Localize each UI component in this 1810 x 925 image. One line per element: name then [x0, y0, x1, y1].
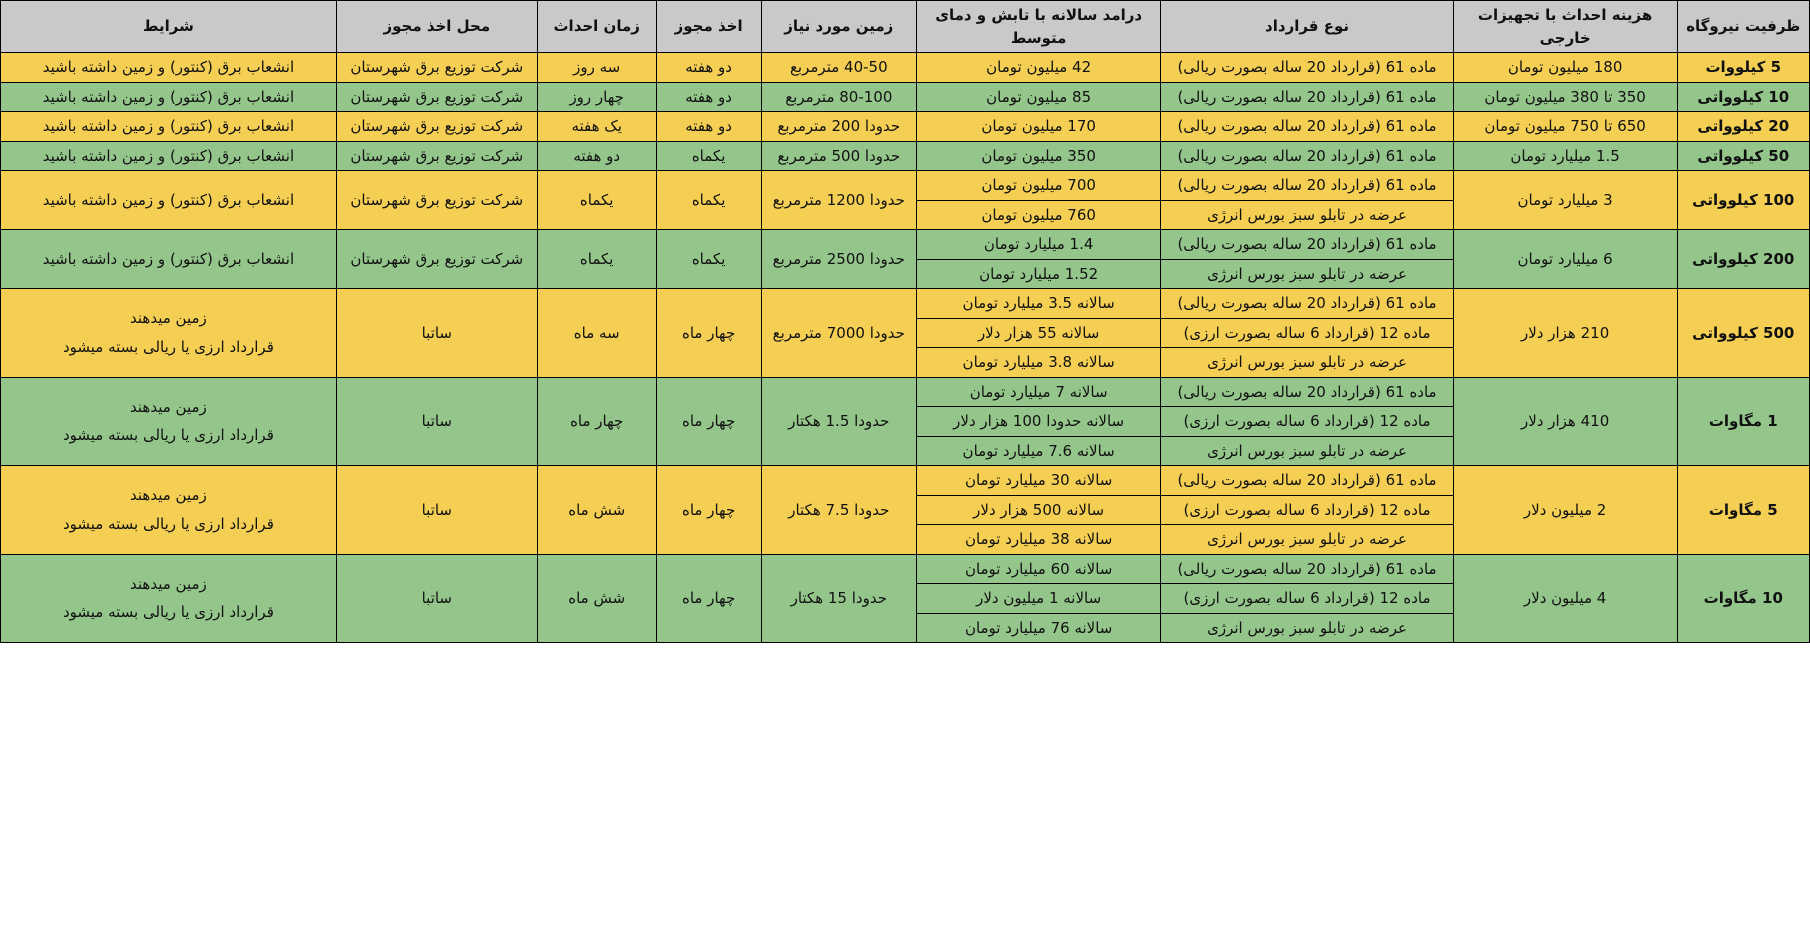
- cell-build-time: یکماه: [537, 171, 656, 230]
- cell-annual-income: 1.52 میلیارد تومان: [916, 259, 1160, 289]
- table-row: [1, 112, 1810, 142]
- cell-annual-income: 700 میلیون تومان: [916, 171, 1160, 201]
- cell-contract-type: ماده 12 (قرارداد 6 ساله بصورت ارزی): [1161, 495, 1453, 525]
- cell-contract-type: ماده 61 (قرارداد 20 ساله بصورت ریالی): [1161, 466, 1453, 496]
- cell-terms: [1, 112, 337, 142]
- cell-terms: [1, 466, 337, 555]
- cell-contract-type: عرضه در تابلو سبز بورس انرژی: [1161, 436, 1453, 466]
- cell-annual-income: سالانه 3.8 میلیارد تومان: [916, 348, 1160, 378]
- cell-capacity: 10 کیلوواتی: [1677, 82, 1809, 112]
- cell-land-required: 40-50 مترمربع: [761, 53, 916, 83]
- table-row: [1, 53, 1810, 83]
- cell-permit-place: شرکت توزیع برق شهرستان: [336, 230, 537, 289]
- table-row: [1, 377, 1810, 407]
- cell-contract-type: ماده 61 (قرارداد 20 ساله بصورت ریالی): [1161, 53, 1453, 83]
- terms-line: قرارداد ارزی یا ریالی بسته میشود: [62, 514, 274, 533]
- cell-cost: 210 هزار دلار: [1453, 289, 1677, 378]
- cell-annual-income: 42 میلیون تومان: [916, 53, 1160, 83]
- cell-contract-type: عرضه در تابلو سبز بورس انرژی: [1161, 259, 1453, 289]
- terms-line: زمین میدهند: [130, 486, 207, 505]
- table-row: [1, 554, 1810, 584]
- cell-land-required: حدودا 7000 مترمربع: [761, 289, 916, 378]
- cell-land-required: 80-100 مترمربع: [761, 82, 916, 112]
- cell-capacity: 20 کیلوواتی: [1677, 112, 1809, 142]
- cell-annual-income: سالانه 500 هزار دلار: [916, 495, 1160, 525]
- cell-contract-type: ماده 12 (قرارداد 6 ساله بصورت ارزی): [1161, 318, 1453, 348]
- column-header-land-required: زمین مورد نیاز: [761, 1, 916, 53]
- cell-cost: 1.5 میلیارد تومان: [1453, 141, 1677, 171]
- terms-line: انشعاب برق (کنتور) و زمین داشته باشید: [42, 146, 295, 165]
- cell-cost: 350 تا 380 میلیون تومان: [1453, 82, 1677, 112]
- cell-build-time: چهار روز: [537, 82, 656, 112]
- cell-annual-income: سالانه 7.6 میلیارد تومان: [916, 436, 1160, 466]
- terms-line: انشعاب برق (کنتور) و زمین داشته باشید: [42, 190, 295, 209]
- terms-line: زمین میدهند: [130, 309, 207, 328]
- cell-capacity: 500 کیلوواتی: [1677, 289, 1809, 378]
- cell-permit-place: شرکت توزیع برق شهرستان: [336, 141, 537, 171]
- cell-terms: [1, 554, 337, 643]
- cell-build-time: یک هفته: [537, 112, 656, 142]
- cell-contract-type: ماده 12 (قرارداد 6 ساله بصورت ارزی): [1161, 584, 1453, 614]
- cell-cost: 6 میلیارد تومان: [1453, 230, 1677, 289]
- cell-permit-place: شرکت توزیع برق شهرستان: [336, 53, 537, 83]
- column-header-build-time: زمان احداث: [537, 1, 656, 53]
- cell-permit-place: شرکت توزیع برق شهرستان: [336, 112, 537, 142]
- cell-terms: [1, 289, 337, 378]
- cell-capacity: 1 مگاوات: [1677, 377, 1809, 466]
- terms-line: زمین میدهند: [130, 574, 207, 593]
- cell-annual-income: سالانه 60 میلیارد تومان: [916, 554, 1160, 584]
- table-header-row: [1, 1, 1810, 53]
- cell-build-time: سه روز: [537, 53, 656, 83]
- cell-contract-type: عرضه در تابلو سبز بورس انرژی: [1161, 348, 1453, 378]
- terms-line: قرارداد ارزی یا ریالی بسته میشود: [62, 426, 274, 445]
- cell-cost: 180 میلیون تومان: [1453, 53, 1677, 83]
- cell-capacity: 50 کیلوواتی: [1677, 141, 1809, 171]
- terms-line: قرارداد ارزی یا ریالی بسته میشود: [62, 603, 274, 622]
- cell-build-time: سه ماه: [537, 289, 656, 378]
- cell-annual-income: 760 میلیون تومان: [916, 200, 1160, 230]
- cell-terms: [1, 377, 337, 466]
- cell-land-required: حدودا 200 مترمربع: [761, 112, 916, 142]
- cell-permit: چهار ماه: [656, 554, 761, 643]
- column-header-cost: هزینه احداث با تجهیزات خارجی: [1453, 1, 1677, 53]
- cell-capacity: 100 کیلوواتی: [1677, 171, 1809, 230]
- table-row: [1, 466, 1810, 496]
- cell-terms: [1, 230, 337, 289]
- cell-capacity: 5 کیلووات: [1677, 53, 1809, 83]
- cell-permit-place: ساتبا: [336, 466, 537, 555]
- cell-annual-income: سالانه 76 میلیارد تومان: [916, 613, 1160, 643]
- terms-line: انشعاب برق (کنتور) و زمین داشته باشید: [42, 87, 295, 106]
- cell-build-time: شش ماه: [537, 466, 656, 555]
- table-row: [1, 230, 1810, 260]
- cell-contract-type: ماده 61 (قرارداد 20 ساله بصورت ریالی): [1161, 82, 1453, 112]
- cell-permit: دو هفته: [656, 112, 761, 142]
- cell-contract-type: ماده 12 (قرارداد 6 ساله بصورت ارزی): [1161, 407, 1453, 437]
- cell-annual-income: سالانه 30 میلیارد تومان: [916, 466, 1160, 496]
- cell-annual-income: سالانه 38 میلیارد تومان: [916, 525, 1160, 555]
- cell-permit-place: شرکت توزیع برق شهرستان: [336, 171, 537, 230]
- cell-land-required: حدودا 500 مترمربع: [761, 141, 916, 171]
- cell-land-required: حدودا 7.5 هکتار: [761, 466, 916, 555]
- cell-terms: [1, 53, 337, 83]
- cell-permit: دو هفته: [656, 53, 761, 83]
- table-row: [1, 82, 1810, 112]
- cell-permit-place: ساتبا: [336, 377, 537, 466]
- cell-contract-type: ماده 61 (قرارداد 20 ساله بصورت ریالی): [1161, 289, 1453, 319]
- cell-cost: 3 میلیارد تومان: [1453, 171, 1677, 230]
- cell-contract-type: ماده 61 (قرارداد 20 ساله بصورت ریالی): [1161, 377, 1453, 407]
- cell-permit-place: ساتبا: [336, 554, 537, 643]
- cell-permit: یکماه: [656, 230, 761, 289]
- cell-annual-income: سالانه 1 میلیون دلار: [916, 584, 1160, 614]
- terms-line: قرارداد ارزی یا ریالی بسته میشود: [62, 337, 274, 356]
- cell-capacity: 10 مگاوات: [1677, 554, 1809, 643]
- cell-land-required: حدودا 1200 مترمربع: [761, 171, 916, 230]
- cell-terms: [1, 82, 337, 112]
- cell-build-time: شش ماه: [537, 554, 656, 643]
- column-header-annual-income: درامد سالانه با تابش و دمای متوسط: [916, 1, 1160, 53]
- terms-line: زمین میدهند: [130, 397, 207, 416]
- cell-land-required: حدودا 1.5 هکتار: [761, 377, 916, 466]
- cell-land-required: حدودا 2500 مترمربع: [761, 230, 916, 289]
- cell-terms: [1, 141, 337, 171]
- cell-capacity: 5 مگاوات: [1677, 466, 1809, 555]
- cell-terms: [1, 171, 337, 230]
- column-header-permit: اخذ مجوز: [656, 1, 761, 53]
- cell-contract-type: ماده 61 (قرارداد 20 ساله بصورت ریالی): [1161, 171, 1453, 201]
- cell-annual-income: سالانه 7 میلیارد تومان: [916, 377, 1160, 407]
- cell-cost: 4 میلیون دلار: [1453, 554, 1677, 643]
- cell-annual-income: سالانه حدودا 100 هزار دلار: [916, 407, 1160, 437]
- terms-line: انشعاب برق (کنتور) و زمین داشته باشید: [42, 58, 295, 76]
- column-header-permit-place: محل اخذ مجوز: [336, 1, 537, 53]
- table-row: [1, 289, 1810, 319]
- cell-permit: یکماه: [656, 141, 761, 171]
- cell-permit: چهار ماه: [656, 289, 761, 378]
- cell-cost: 2 میلیون دلار: [1453, 466, 1677, 555]
- column-header-terms: شرایط: [1, 1, 337, 53]
- cell-contract-type: ماده 61 (قرارداد 20 ساله بصورت ریالی): [1161, 112, 1453, 142]
- table-row: [1, 141, 1810, 171]
- cell-annual-income: 350 میلیون تومان: [916, 141, 1160, 171]
- cell-permit-place: شرکت توزیع برق شهرستان: [336, 82, 537, 112]
- cell-permit: یکماه: [656, 171, 761, 230]
- cell-permit: چهار ماه: [656, 466, 761, 555]
- cell-contract-type: ماده 61 (قرارداد 20 ساله بصورت ریالی): [1161, 141, 1453, 171]
- cell-permit-place: ساتبا: [336, 289, 537, 378]
- cell-capacity: 200 کیلوواتی: [1677, 230, 1809, 289]
- cell-build-time: چهار ماه: [537, 377, 656, 466]
- cell-cost: 410 هزار دلار: [1453, 377, 1677, 466]
- cell-build-time: دو هفته: [537, 141, 656, 171]
- cell-contract-type: عرضه در تابلو سبز بورس انرژی: [1161, 200, 1453, 230]
- cell-cost: 650 تا 750 میلیون تومان: [1453, 112, 1677, 142]
- cell-land-required: حدودا 15 هکتار: [761, 554, 916, 643]
- cell-contract-type: عرضه در تابلو سبز بورس انرژی: [1161, 613, 1453, 643]
- column-header-contract-type: نوع قرارداد: [1161, 1, 1453, 53]
- table-row: [1, 171, 1810, 201]
- cell-annual-income: سالانه 3.5 میلیارد تومان: [916, 289, 1160, 319]
- terms-line: انشعاب برق (کنتور) و زمین داشته باشید: [42, 117, 295, 135]
- cell-annual-income: 85 میلیون تومان: [916, 82, 1160, 112]
- cell-contract-type: ماده 61 (قرارداد 20 ساله بصورت ریالی): [1161, 554, 1453, 584]
- cell-annual-income: 170 میلیون تومان: [916, 112, 1160, 142]
- cell-build-time: یکماه: [537, 230, 656, 289]
- cell-annual-income: 1.4 میلیارد تومان: [916, 230, 1160, 260]
- cell-annual-income: سالانه 55 هزار دلار: [916, 318, 1160, 348]
- cell-contract-type: عرضه در تابلو سبز بورس انرژی: [1161, 525, 1453, 555]
- cell-contract-type: ماده 61 (قرارداد 20 ساله بصورت ریالی): [1161, 230, 1453, 260]
- terms-line: انشعاب برق (کنتور) و زمین داشته باشید: [42, 249, 295, 268]
- column-header-capacity: ظرفیت نیروگاه: [1677, 1, 1809, 53]
- cell-permit: دو هفته: [656, 82, 761, 112]
- cell-permit: چهار ماه: [656, 377, 761, 466]
